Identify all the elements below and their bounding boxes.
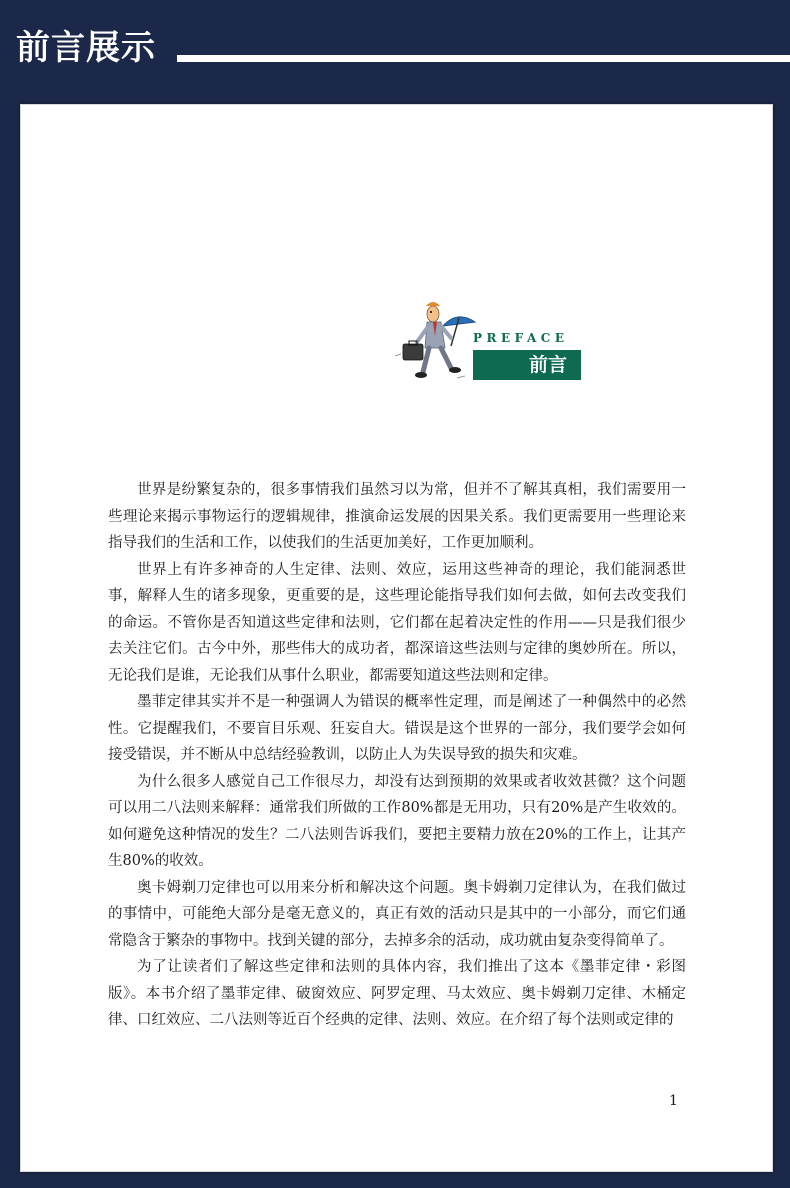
preface-english-label: PREFACE bbox=[473, 331, 569, 345]
preface-body bbox=[108, 477, 686, 1034]
paragraph: 奥卡姆剃刀定律也可以用来分析和解决这个问题。奥卡姆剃刀定律认为，在我们做过的事情中，可能绝大部分是毫无意义的，真正有效的活动只是其中的一小部分，而它们通常隐含于繁杂的事物中。找到关键的部分，去掉多余的活动，成功就由复杂变得简单了。 bbox=[108, 879, 686, 949]
paragraph: 世界是纷繁复杂的，很多事情我们虽然习以为常，但并不了解其真相，我们需要用一些理论来揭示事物运行的逻辑规律，推演命运发展的因果关系。我们更需要用一些理论来指导我们的生活和工作，以使我们的生活更加美好，工作更加顺利。 bbox=[108, 482, 686, 551]
paragraph: 为了让读者们了解这些定律和法则的具体内容，我们推出了这本《墨菲定律・彩图版》。本书介绍了墨菲定律、破窗效应、阿罗定理、马太效应、奥卡姆剃刀定律、木桶定律、口红效应、二八法则等近百个经典的定律、法则、效应。在介绍了每个法则或定律的 bbox=[108, 959, 686, 1028]
document-page bbox=[20, 104, 773, 1172]
preface-chinese-label: 前言 bbox=[529, 354, 568, 376]
paragraph: 墨菲定律其实并不是一种强调人为错误的概率性定理，而是阐述了一种偶然中的必然性。它提醒我们，不要盲目乐观、狂妄自大。错误是这个世界的一部分，我们要学会如何接受错误，并不断从中总结经验教训，以防止人为失误导致的损失和灾难。 bbox=[108, 694, 686, 763]
paragraph: 世界上有许多神奇的人生定律、法则、效应，运用这些神奇的理论，我们能洞悉世事，解释人生的诸多现象，更重要的是，这些理论能指导我们如何去做，如何去改变我们的命运。不管你是否知道这些定律和法则，它们都在起着决定性的作用——只是我们很少去关注它们。古今中外，那些伟大的成功者，都深谙这些法则与定律的奥妙所在。所以，无论我们是谁，无论我们从事什么职业，都需要知道这些法则和定律。 bbox=[108, 561, 686, 684]
header-divider bbox=[177, 55, 790, 62]
page-number: 1 bbox=[669, 1093, 678, 1109]
page-title: 前言展示 bbox=[16, 28, 156, 68]
paragraph: 为什么很多人感觉自己工作很尽力，却没有达到预期的效果或者收效甚微？这个问题可以用二八法则来解释：通常我们所做的工作80%都是无用功，只有20%是产生收效的。如何避免这种情况的发生？二八法则告诉我们，要把主要精力放在20%的工作上，让其产生80%的收效。 bbox=[108, 773, 686, 869]
